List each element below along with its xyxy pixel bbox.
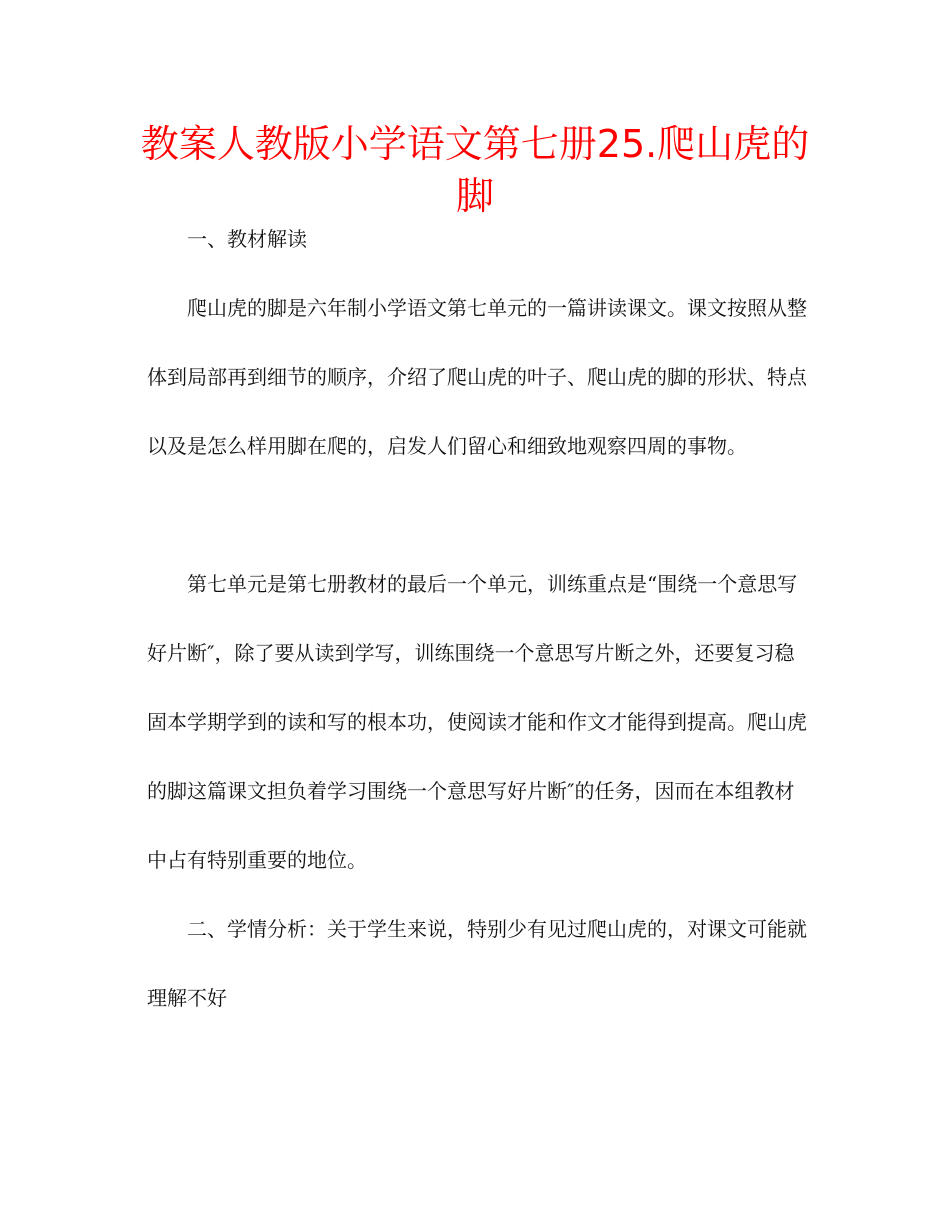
paragraph-intro: 爬山虎的脚是六年制小学语文第七单元的一篇讲读课文。课文按照从整体到局部再到细节的顺序，介绍了爬山虎的叶子、爬山虎的脚的形状、特点以及是怎么样用脚在爬的，启发人们留心和细致地观察四周的事物。 xyxy=(147,296,807,458)
section-heading-students: 二、学情分析：关于学生来说，特别少有见过爬山虎的，对课文可能就理解不好 xyxy=(147,917,807,1010)
paragraph-unit: 第七单元是第七册教材的最后一个单元，训练重点是“围绕一个意思写好片断″，除了要从读到学写，训练围绕一个意思写片断之外，还要复习稳固本学期学到的读和写的根本功，使阅读才能和作文才能得到提高。爬山虎的脚这篇课文担负着学习围绕一个意思写好片断″的任务，因而在本组教材中占有特别重要的地位。 xyxy=(147,572,807,872)
section-heading-textbook: 一、教材解读 xyxy=(187,227,307,251)
document-title: 教案人教版小学语文第七册25.爬山虎的脚 xyxy=(140,122,810,218)
